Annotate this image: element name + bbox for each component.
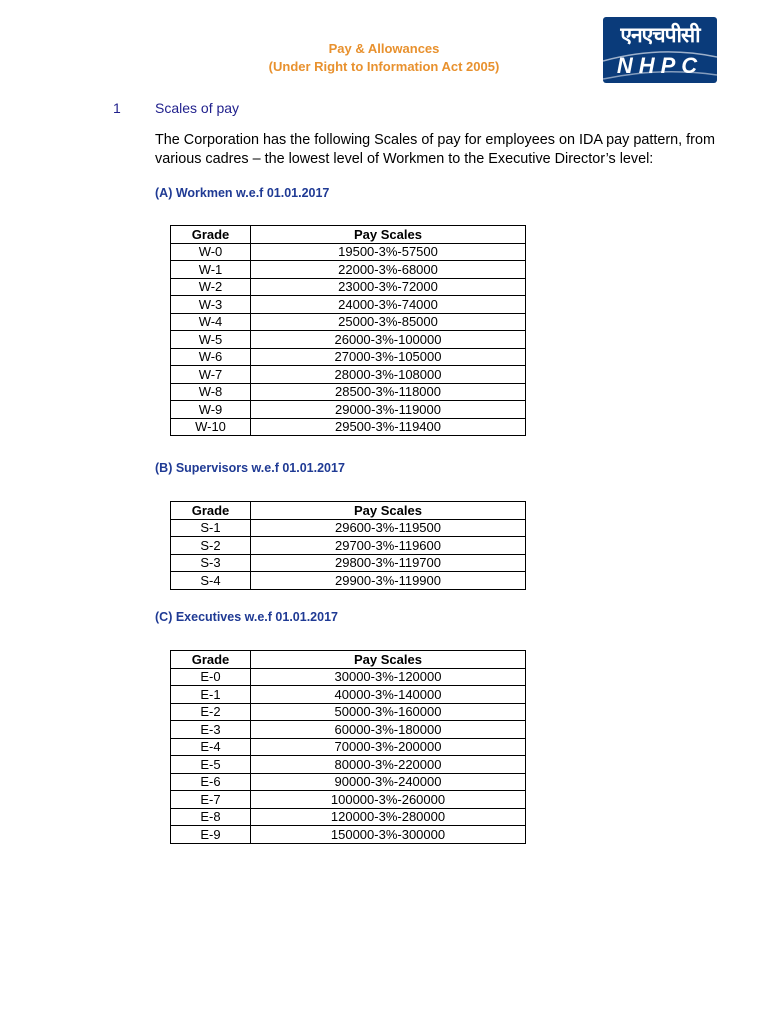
pay-scale-cell: 29500-3%-119400 bbox=[251, 418, 526, 436]
grade-cell: W-9 bbox=[171, 401, 251, 419]
pay-scale-cell: 29900-3%-119900 bbox=[251, 572, 526, 590]
pay-scale-cell: 29000-3%-119000 bbox=[251, 401, 526, 419]
table-row bbox=[171, 668, 526, 686]
grade-cell: W-0 bbox=[171, 243, 251, 261]
nhpc-logo bbox=[603, 17, 717, 83]
grade-header: Grade bbox=[171, 651, 251, 669]
pay-scales-header: Pay Scales bbox=[251, 502, 526, 520]
pay-scale-cell: 80000-3%-220000 bbox=[251, 756, 526, 774]
logo-hindi-text: एनएचपीसी bbox=[620, 23, 700, 47]
grade-header: Grade bbox=[171, 502, 251, 520]
grade-cell: W-1 bbox=[171, 261, 251, 279]
pay-scale-cell: 50000-3%-160000 bbox=[251, 703, 526, 721]
section-title: Scales of pay bbox=[155, 100, 240, 116]
grade-cell: E-1 bbox=[171, 686, 251, 704]
table-row bbox=[171, 791, 526, 809]
grade-cell: W-6 bbox=[171, 348, 251, 366]
pay-scale-cell: 23000-3%-72000 bbox=[251, 278, 526, 296]
logo-latin-text: NHPC bbox=[616, 53, 704, 78]
table-row bbox=[171, 773, 526, 791]
table-row bbox=[171, 278, 526, 296]
pay-scale-cell: 29700-3%-119600 bbox=[251, 537, 526, 555]
grade-cell: S-4 bbox=[171, 572, 251, 590]
table-row bbox=[171, 826, 526, 844]
page-subtitle: (Under Right to Information Act 2005) bbox=[268, 59, 500, 74]
pay-scales-header: Pay Scales bbox=[251, 651, 526, 669]
table-header-row bbox=[171, 502, 526, 520]
table-row bbox=[171, 756, 526, 774]
grade-cell: W-10 bbox=[171, 418, 251, 436]
table-header-row bbox=[171, 651, 526, 669]
pay-scale-cell: 24000-3%-74000 bbox=[251, 296, 526, 314]
workmen-pay-table bbox=[170, 225, 526, 436]
grade-cell: E-7 bbox=[171, 791, 251, 809]
table-row bbox=[171, 243, 526, 261]
grade-cell: W-2 bbox=[171, 278, 251, 296]
table-row bbox=[171, 572, 526, 590]
pay-scale-cell: 30000-3%-120000 bbox=[251, 668, 526, 686]
table-row bbox=[171, 348, 526, 366]
grade-cell: E-6 bbox=[171, 773, 251, 791]
grade-cell: E-2 bbox=[171, 703, 251, 721]
grade-cell: S-3 bbox=[171, 554, 251, 572]
grade-cell: S-1 bbox=[171, 519, 251, 537]
executives-pay-table bbox=[170, 650, 526, 844]
table-row bbox=[171, 537, 526, 555]
workmen-heading: (A) Workmen w.e.f 01.01.2017 bbox=[155, 186, 330, 200]
grade-cell: E-5 bbox=[171, 756, 251, 774]
pay-scale-cell: 60000-3%-180000 bbox=[251, 721, 526, 739]
table-row bbox=[171, 703, 526, 721]
pay-scale-cell: 27000-3%-105000 bbox=[251, 348, 526, 366]
pay-scale-cell: 120000-3%-280000 bbox=[251, 808, 526, 826]
table-row bbox=[171, 296, 526, 314]
pay-scale-cell: 90000-3%-240000 bbox=[251, 773, 526, 791]
pay-scale-cell: 29800-3%-119700 bbox=[251, 554, 526, 572]
grade-cell: W-7 bbox=[171, 366, 251, 384]
executives-heading: (C) Executives w.e.f 01.01.2017 bbox=[155, 610, 338, 624]
pay-scale-cell: 40000-3%-140000 bbox=[251, 686, 526, 704]
pay-scale-cell: 29600-3%-119500 bbox=[251, 519, 526, 537]
pay-scale-cell: 28000-3%-108000 bbox=[251, 366, 526, 384]
table-row bbox=[171, 261, 526, 279]
table-row bbox=[171, 383, 526, 401]
grade-cell: W-5 bbox=[171, 331, 251, 349]
table-row bbox=[171, 418, 526, 436]
grade-cell: W-4 bbox=[171, 313, 251, 331]
grade-cell: E-9 bbox=[171, 826, 251, 844]
pay-scale-cell: 150000-3%-300000 bbox=[251, 826, 526, 844]
pay-scale-cell: 100000-3%-260000 bbox=[251, 791, 526, 809]
supervisors-pay-table bbox=[170, 501, 526, 590]
table-row bbox=[171, 721, 526, 739]
table-row bbox=[171, 808, 526, 826]
pay-scale-cell: 25000-3%-85000 bbox=[251, 313, 526, 331]
pay-scales-header: Pay Scales bbox=[251, 226, 526, 244]
grade-cell: W-3 bbox=[171, 296, 251, 314]
table-row bbox=[171, 554, 526, 572]
grade-cell: E-8 bbox=[171, 808, 251, 826]
page-title: Pay & Allowances bbox=[328, 41, 440, 56]
table-row bbox=[171, 313, 526, 331]
pay-scale-cell: 26000-3%-100000 bbox=[251, 331, 526, 349]
pay-scale-cell: 19500-3%-57500 bbox=[251, 243, 526, 261]
table-row bbox=[171, 366, 526, 384]
pay-scale-cell: 22000-3%-68000 bbox=[251, 261, 526, 279]
intro-paragraph: The Corporation has the following Scales of pay for employees on IDA pay pattern, from various cadres – the lowest level of Workmen to the Executive Director’s level: bbox=[155, 132, 715, 167]
table-row bbox=[171, 331, 526, 349]
grade-header: Grade bbox=[171, 226, 251, 244]
section-number: 1 bbox=[113, 100, 121, 116]
grade-cell: W-8 bbox=[171, 383, 251, 401]
grade-cell: E-4 bbox=[171, 738, 251, 756]
supervisors-heading: (B) Supervisors w.e.f 01.01.2017 bbox=[155, 461, 345, 475]
table-row bbox=[171, 519, 526, 537]
pay-scale-cell: 70000-3%-200000 bbox=[251, 738, 526, 756]
grade-cell: E-0 bbox=[171, 668, 251, 686]
table-row bbox=[171, 401, 526, 419]
grade-cell: S-2 bbox=[171, 537, 251, 555]
pay-scale-cell: 28500-3%-118000 bbox=[251, 383, 526, 401]
grade-cell: E-3 bbox=[171, 721, 251, 739]
table-row bbox=[171, 738, 526, 756]
table-header-row bbox=[171, 226, 526, 244]
table-row bbox=[171, 686, 526, 704]
